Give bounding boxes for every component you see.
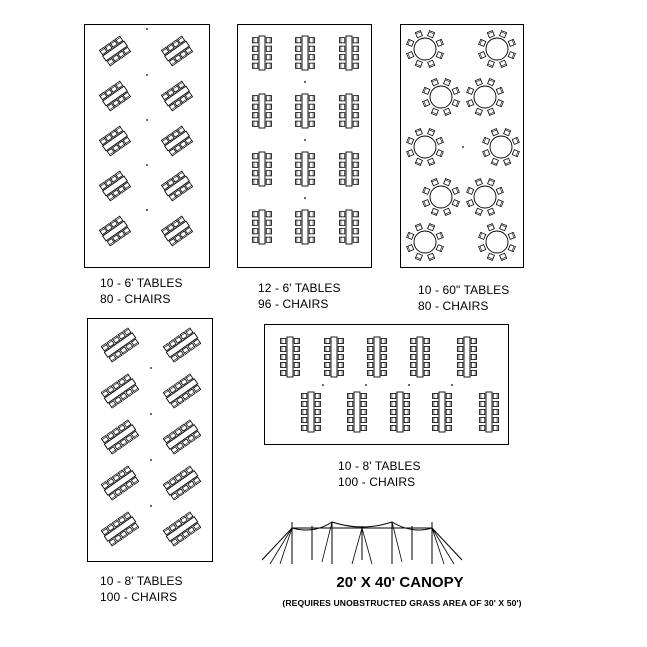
table-8ft xyxy=(433,392,452,432)
table-6ft xyxy=(296,94,315,128)
tent-pole-marker xyxy=(304,197,306,199)
table-6ft xyxy=(296,36,315,70)
table-8ft xyxy=(101,420,140,455)
chair-count-label: 80 - CHAIRS xyxy=(100,292,171,306)
table-count-label: 12 - 6' TABLES xyxy=(258,281,341,295)
tent-pole-marker xyxy=(150,413,152,415)
tent-pole-marker xyxy=(150,367,152,369)
tent-pole-marker xyxy=(322,384,324,386)
table-6ft xyxy=(340,210,359,244)
table-8ft xyxy=(163,374,202,409)
table-count-label: 10 - 60" TABLES xyxy=(418,283,510,297)
tent-canopy-icon xyxy=(252,518,472,568)
layout-60in-round-caption xyxy=(418,282,509,314)
chair-count-label: 96 - CHAIRS xyxy=(258,297,329,311)
tent-pole-marker xyxy=(146,119,148,121)
tent-pole-marker xyxy=(462,146,464,148)
table-8ft xyxy=(348,392,367,432)
table-8ft xyxy=(480,392,499,432)
table-6ft xyxy=(99,126,131,156)
table-8ft xyxy=(281,337,300,377)
tent-pole-marker xyxy=(146,74,148,76)
table-60in-round xyxy=(407,224,444,261)
table-6ft xyxy=(99,216,131,246)
table-6ft xyxy=(253,210,272,244)
chair-count-label: 100 - CHAIRS xyxy=(338,475,416,489)
tent-pole-marker xyxy=(304,139,306,141)
layout-6ft-angled-caption xyxy=(100,275,183,307)
table-6ft xyxy=(296,152,315,186)
table-8ft xyxy=(391,392,410,432)
table-8ft xyxy=(101,374,140,409)
table-6ft xyxy=(99,171,131,201)
tent-pole-marker xyxy=(146,209,148,211)
canopy-guy-rope xyxy=(362,528,372,564)
table-60in-round xyxy=(467,79,504,116)
table-8ft xyxy=(163,466,202,501)
tent-pole-marker xyxy=(146,164,148,166)
layout-8ft-angled-tent xyxy=(87,318,213,562)
chair-count-label: 100 - CHAIRS xyxy=(100,590,178,604)
table-8ft xyxy=(163,512,202,547)
table-60in-round xyxy=(479,224,516,261)
layout-8ft-straight-drawing xyxy=(265,325,508,444)
table-8ft xyxy=(101,328,140,363)
canopy-guy-rope xyxy=(432,528,444,564)
table-60in-round xyxy=(407,129,444,166)
tent-pole-marker xyxy=(365,384,367,386)
layout-60in-round-tent xyxy=(400,24,524,268)
table-6ft xyxy=(340,152,359,186)
table-6ft xyxy=(161,216,193,246)
table-60in-round xyxy=(423,179,460,216)
table-6ft xyxy=(161,171,193,201)
table-6ft xyxy=(340,94,359,128)
table-60in-round xyxy=(479,31,516,68)
table-6ft xyxy=(99,81,131,111)
tent-pole-marker xyxy=(146,28,148,30)
table-count-label: 10 - 8' TABLES xyxy=(100,574,183,588)
table-6ft xyxy=(253,36,272,70)
tent-pole-marker xyxy=(451,384,453,386)
table-6ft xyxy=(296,210,315,244)
table-6ft xyxy=(161,81,193,111)
tent-pole-marker xyxy=(150,505,152,507)
table-60in-round xyxy=(407,31,444,68)
layout-8ft-straight-tent xyxy=(264,324,509,445)
table-6ft xyxy=(99,36,131,66)
table-60in-round xyxy=(423,79,460,116)
table-60in-round xyxy=(483,129,520,166)
canopy-title: 20' X 40' CANOPY xyxy=(336,574,464,591)
canopy-note: (REQUIRES UNOBSTRUCTED GRASS AREA OF 30' X 50') xyxy=(282,598,522,608)
table-6ft xyxy=(340,36,359,70)
canopy-guy-rope xyxy=(270,528,292,564)
layout-6ft-straight-tent xyxy=(237,24,372,268)
table-60in-round xyxy=(467,179,504,216)
table-8ft xyxy=(411,337,430,377)
table-8ft xyxy=(368,337,387,377)
table-8ft xyxy=(458,337,477,377)
canopy-guy-rope xyxy=(352,528,362,564)
layout-6ft-straight-caption xyxy=(258,280,341,312)
layout-6ft-angled-tent xyxy=(84,24,210,268)
tent-pole-marker xyxy=(150,459,152,461)
table-8ft xyxy=(163,328,202,363)
layout-8ft-angled-drawing xyxy=(88,319,212,561)
tent-pole-marker xyxy=(304,81,306,83)
layout-60in-round-drawing xyxy=(401,25,523,267)
table-6ft xyxy=(253,152,272,186)
table-6ft xyxy=(253,94,272,128)
table-8ft xyxy=(325,337,344,377)
table-count-label: 10 - 8' TABLES xyxy=(338,459,421,473)
layout-8ft-angled-caption xyxy=(100,573,183,605)
tent-pole-marker xyxy=(408,384,410,386)
layout-6ft-angled-drawing xyxy=(85,25,209,267)
table-6ft xyxy=(161,126,193,156)
canopy-guy-rope xyxy=(432,528,454,564)
table-8ft xyxy=(101,466,140,501)
chair-count-label: 80 - CHAIRS xyxy=(418,299,489,313)
layout-6ft-straight-drawing xyxy=(238,25,371,267)
layout-8ft-straight-caption xyxy=(338,458,421,490)
table-8ft xyxy=(101,512,140,547)
table-8ft xyxy=(302,392,321,432)
table-6ft xyxy=(161,36,193,66)
canopy-guy-rope xyxy=(280,528,292,564)
table-count-label: 10 - 6' TABLES xyxy=(100,276,183,290)
table-8ft xyxy=(163,420,202,455)
